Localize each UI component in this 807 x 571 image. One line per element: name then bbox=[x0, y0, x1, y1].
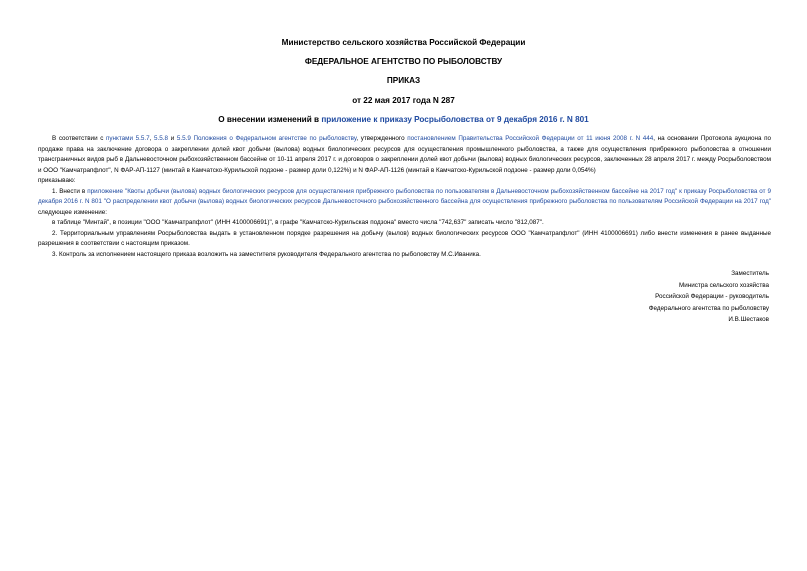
signature-block bbox=[649, 268, 769, 326]
item-2-paragraph: 2. Территориальным управлениям Росрыболовства выдать в установленном порядке разрешения на добычу (вылов) водных биологических ресурсов ООО "Камчатрапфлот" (ИНН 4100006691) либо внести изменения в ранее выданные разрешения в соответствии с настоящим приказом. bbox=[38, 229, 771, 247]
title-prefix: О внесении изменений в bbox=[218, 115, 322, 124]
preamble-text-2: , bbox=[149, 135, 155, 142]
preamble-text-6: , на основании Протокола аукциона по продаже права на заключение договора о закреплении долей квот добычи (вылова) водных биологических ресурсов для осуществления промышленного рыболовства, а также для осуществления прибрежного рыболовства в отношении трансграничных видов рыб в Дальневосточном рыбохозяйственном бассейне от 10-11 апреля 2017 г. и договоров о закреплении долей квот добычи (вылова) водных биологических ресурсов, заключенных 28 апреля 2017 г. между Росрыболовством и ООО "Камчатрапфлот", N ФАР-АП-1127 (минтай в Камчатско-Курильской подзоне - размер доли 0,122%) и N ФАР-АП-1126 (минтай в Камчатско-Курильской подзоне - размер доли 0,054%) bbox=[38, 135, 771, 174]
preamble-paragraph bbox=[38, 134, 771, 176]
item-1-text-2: следующее изменение: bbox=[38, 208, 108, 216]
order-word: приказываю: bbox=[38, 177, 76, 184]
item-1-change: в таблице "Минтай", в позиции "ООО "Камчатрапфлот" (ИНН 4100006691)", в графе "Камчатско-Курильская подзона" вместо числа "742,637" записать число "812,087". bbox=[52, 219, 544, 226]
link-appendix-quotas[interactable]: приложение "Квоты добычи (вылова) водных биологических ресурсов для осуществления прибрежного рыболовства по пользователям в Дальневосточном рыбохозяйственном бассейне на 2017 год" к приказу Росрыболовства от 9 декабря 2016 г. N 801 "О распределении квот добычи (вылова) водных биологических ресурсов Дальневосточного рыбохозяйственного бассейна для осуществления прибрежного рыболовства по пользователям Российской Федерации на 2017 год" bbox=[38, 187, 772, 205]
signature-line-2: Министра сельского хозяйства bbox=[679, 281, 769, 289]
ministry-name: Министерство сельского хозяйства Российской Федерации bbox=[281, 38, 526, 47]
item-1-paragraph bbox=[38, 187, 771, 219]
agency-name: ФЕДЕРАЛЬНОЕ АГЕНТСТВО ПО РЫБОЛОВСТВУ bbox=[304, 57, 503, 66]
signer-name: И.В.Шестаков bbox=[728, 316, 769, 324]
preamble-text-5: , утвержденного bbox=[356, 135, 408, 142]
document-date-number: от 22 мая 2017 года N 287 bbox=[352, 96, 455, 105]
preamble-text-1: В соответствии с bbox=[52, 135, 106, 142]
document-type: ПРИКАЗ bbox=[386, 76, 421, 85]
document-title bbox=[0, 115, 807, 124]
signature-line-1: Заместитель bbox=[731, 270, 769, 277]
document-body bbox=[38, 134, 771, 260]
signature-line-3: Российской Федерации - руководитель bbox=[655, 293, 769, 301]
item-1-text-1: 1. Внести в bbox=[52, 187, 88, 195]
preamble-text-3: и bbox=[168, 135, 177, 142]
link-point-5-5-9[interactable]: 5.5.9 bbox=[176, 135, 191, 142]
signature-line-4: Федерального агентства по рыболовству bbox=[648, 304, 769, 312]
link-point-5-5-8[interactable]: 5.5.8 bbox=[154, 135, 169, 142]
title-link[interactable]: приложение к приказу Росрыболовства от 9 декабря 2016 г. N 801 bbox=[321, 115, 589, 124]
link-point-5-5-7[interactable]: пунктами 5.5.7 bbox=[106, 135, 150, 142]
item-3-paragraph: 3. Контроль за исполнением настоящего приказа возложить на заместителя руководителя Федерального агентства по рыболовству М.С.Иваника. bbox=[52, 250, 481, 258]
link-government-decree[interactable]: постановлением Правительства Российской Федерации от 11 июня 2008 г. N 444 bbox=[407, 135, 654, 142]
link-agency-regulation[interactable]: Положения о Федеральном агентстве по рыболовству bbox=[193, 135, 357, 142]
